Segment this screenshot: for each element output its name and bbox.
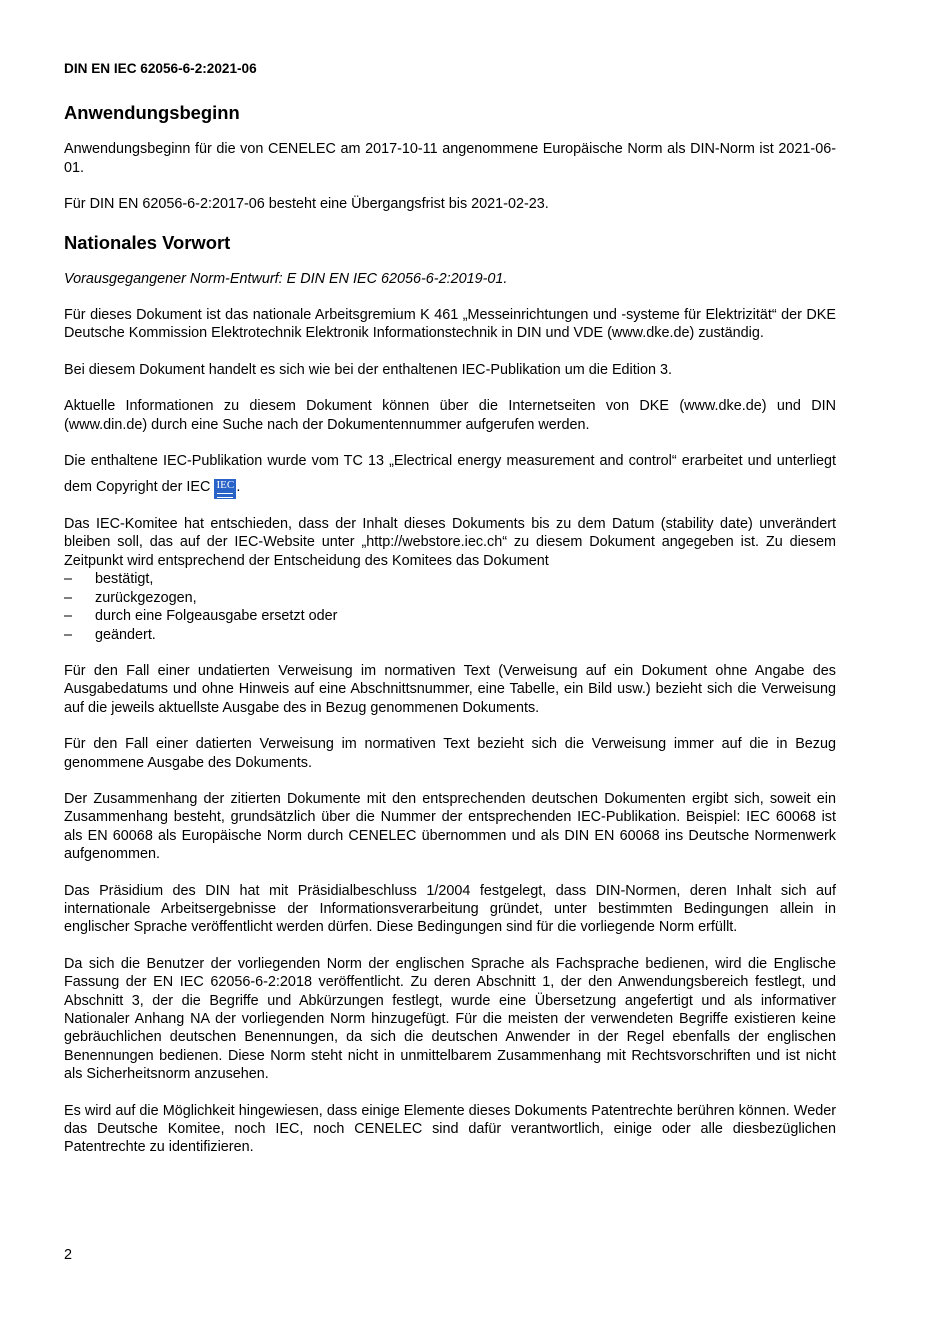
paragraph-patentrechte: Es wird auf die Möglichkeit hingewiesen, dass einige Elemente dieses Dokuments Patentrechte berühren können. Weder das Deutsche Komitee, noch IEC, noch CENELEC sind dafür verantwortlich, einige oder alle diesbezüglichen Patentrechte zu identifizieren. [64,1102,836,1156]
copyright-end: . [236,479,241,496]
list-dash: – [64,589,73,606]
paragraph-aktuelle-informationen: Aktuelle Informationen zu diesem Dokument können über die Internetseiten von DKE (www.dke.de) und DIN (www.din.de) durch eine Suche nach der Dokumentennummer aufgerufen werden. [64,398,836,433]
list-item: – zurückgezogen, [64,589,197,606]
paragraph-norm-entwurf: Vorausgegangener Norm-Entwurf: E DIN EN IEC 62056-6-2:2019-01. [64,270,508,287]
paragraph-edition: Bei diesem Dokument handelt es sich wie bei der enthaltenen IEC-Publikation um die Edition 3. [64,361,672,378]
list-item: – geändert. [64,626,156,643]
paragraph-anwendungsbeginn: Anwendungsbeginn für die von CENELEC am 2017-10-11 angenommene Europäische Norm als DIN-Norm ist 2021-06-01. [64,141,836,176]
paragraph-arbeitsgremium: Für dieses Dokument ist das nationale Arbeitsgremium K 461 „Messeinrichtungen und -systeme für Elektrizität“ der DKE Deutsche Kommission Elektrotechnik Elektronik Informationstechnik in DIN und VDE (www.dke.de) zuständig. [64,307,836,342]
decision-list [64,570,836,644]
list-dash: – [64,608,73,625]
page-number: 2 [64,1247,73,1263]
list-item: – durch eine Folgeausgabe ersetzt oder [64,608,338,625]
paragraph-undatierte-verweisung: Für den Fall einer undatierten Verweisung im normativen Text (Verweisung auf ein Dokument ohne Angabe des Ausgabedatums und ohne Hinweis auf eine Abschnittsnummer, eine Tabelle, ein Bild usw.) bezieht sich die Verweisung auf die jeweils aktuellste Ausgabe des in Bezug genommenen Dokuments. [64,662,836,716]
list-item: – bestätigt, [64,571,154,588]
paragraph-datierte-verweisung: Für den Fall einer datierten Verweisung im normativen Text bezieht sich die Verweisung immer auf die in Bezug genommene Ausgabe des Dokuments. [64,736,836,771]
document-id: DIN EN IEC 62056-6-2:2021-06 [64,61,257,76]
heading-nationales-vorwort: Nationales Vorwort [64,231,231,253]
paragraph-zusammenhang: Der Zusammenhang der zitierten Dokumente mit den entsprechenden deutschen Dokumenten ergibt sich, soweit ein Zusammenhang besteht, grundsätzlich über die Nummer der entsprechenden IEC-Publikation. Beispiel: IEC 60068 ist als EN 60068 als Europäische Norm durch CENELEC übernommen und als DIN EN 60068 ins Deutsche Normenwerk aufgenommen. [64,790,836,863]
iec-logo-icon: IEC [214,479,236,499]
paragraph-praesidialbeschluss: Das Präsidium des DIN hat mit Präsidialbeschluss 1/2004 festgelegt, dass DIN-Normen, deren Inhalt sich auf internationale Arbeitsergebnisse der Informationsverarbeitung gründet, unter bestimmten Bedingungen allein in englischer Sprache veröffentlicht werden dürfen. Diese Bedingungen sind für die vorliegende Norm erfüllt. [64,882,836,936]
list-dash: – [64,626,73,643]
paragraph-copyright [64,448,836,503]
paragraph-stability-date: Das IEC-Komitee hat entschieden, dass der Inhalt dieses Dokuments bis zu dem Datum (stability date) unverändert bleiben soll, das auf der IEC-Website unter „http://webstore.iec.ch“ zu diesem Dokument angegeben ist. Zu diesem Zeitpunkt wird entsprechend der Entscheidung des Komitees das Dokument [64,516,836,569]
paragraph-englische-fassung: Da sich die Benutzer der vorliegenden Norm der englischen Sprache als Fachsprache bedienen, wird die Englische Fassung der EN IEC 62056-6-2:2018 veröffentlicht. Zu deren Abschnitt 1, der den Anwendungsbereich festlegt, und Abschnitt 3, der die Begriffe und Abkürzungen festlegt, wurde eine Übersetzung angefertigt und als informativer Nationaler Anhang NA der vorliegenden Norm hinzugefügt. Für die meisten der verwendeten Begriffe existieren keine gebräuchlichen deutschen Benennungen, da sich die deutschen Anwender in der Regel ebenfalls der englischen Benennungen bedienen. Diese Norm steht nicht in unmittelbarem Zusammenhang mit Rechtsvorschriften und ist nicht als Sicherheitsnorm anzusehen. [64,955,836,1083]
copyright-text: Die enthaltene IEC-Publikation wurde vom TC 13 „Electrical energy measurement and control“ erarbeitet und unterliegt dem Copyright der IEC [64,453,836,496]
heading-anwendungsbeginn: Anwendungsbeginn [64,102,240,124]
page-content [64,60,836,1175]
paragraph-uebergangsfrist: Für DIN EN 62056-6-2:2017-06 besteht eine Übergangsfrist bis 2021-02-23. [64,196,549,213]
list-dash: – [64,571,73,588]
